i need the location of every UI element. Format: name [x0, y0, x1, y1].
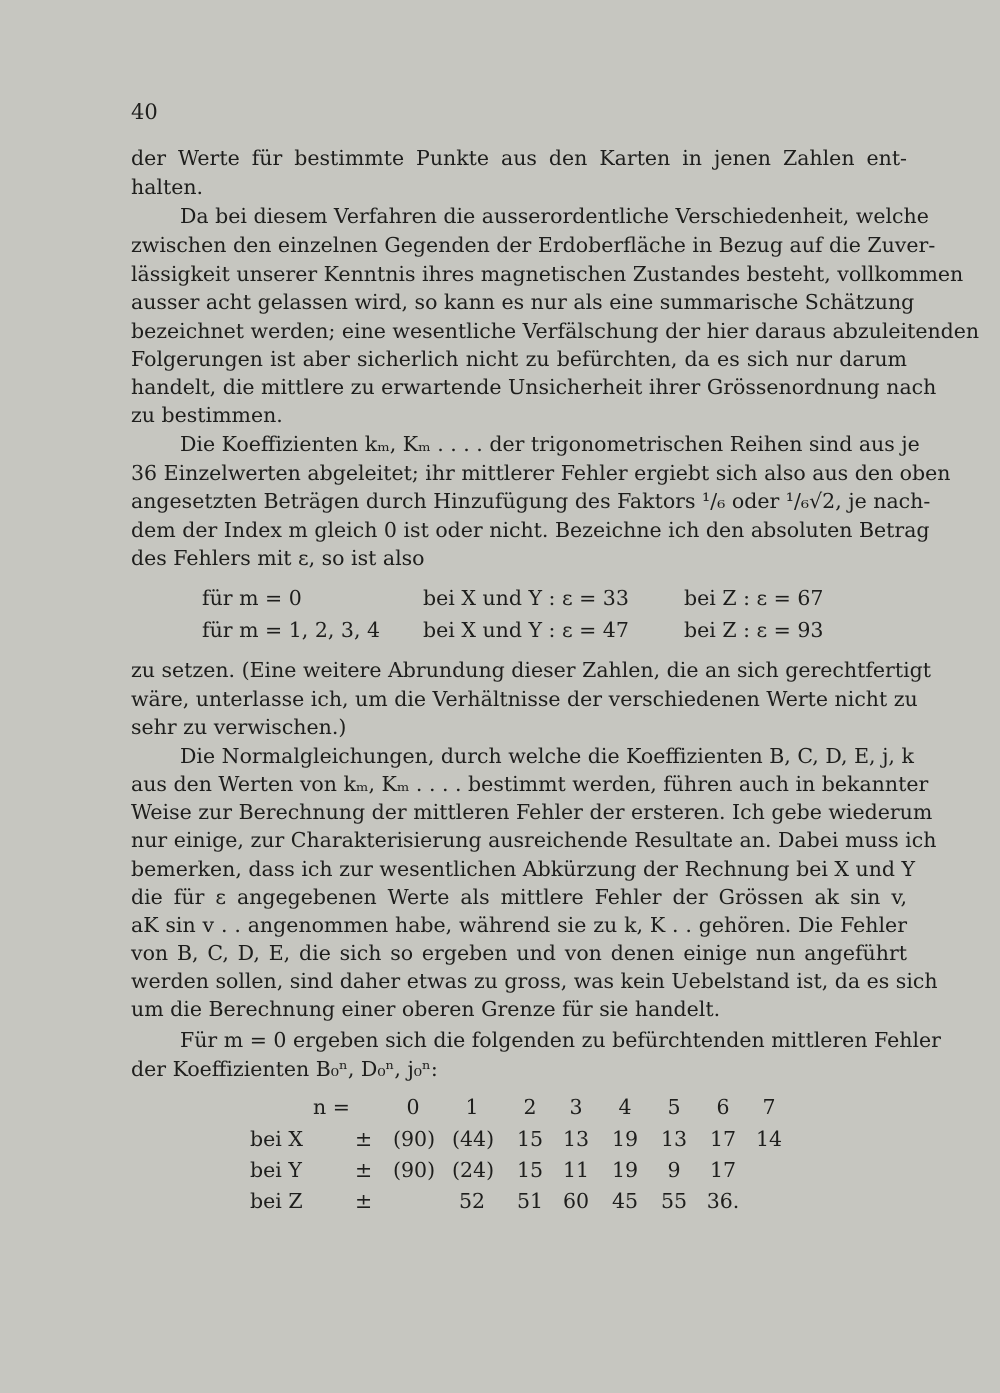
- table-cell: 11: [562, 1158, 590, 1182]
- text-line: zwischen den einzelnen Gegenden der Erdoberfläche in Bezug auf die Zuver-: [131, 233, 936, 257]
- table-cell: 60: [562, 1189, 590, 1213]
- text-line: aK sin v . . angenommen habe, während sie zu k, K . . gehören. Die Fehler: [131, 913, 907, 937]
- text-line: halten.: [131, 175, 204, 199]
- table-cell: 36.: [706, 1189, 740, 1213]
- table-row-label: bei X: [250, 1127, 303, 1151]
- table-cell: 17: [709, 1127, 737, 1151]
- table-header-cell: 2: [523, 1095, 537, 1119]
- table-header-cell: 1: [465, 1095, 479, 1119]
- table-cell: 9: [667, 1158, 681, 1182]
- table-cell: 17: [709, 1158, 737, 1182]
- text-line: werden sollen, sind daher etwas zu gross, was kein Uebelstand ist, da es sich: [131, 969, 938, 993]
- text-line: zu bestimmen.: [131, 403, 283, 427]
- table-header-cell: 0: [406, 1095, 420, 1119]
- text-line: des Fehlers mit ε, so ist also: [131, 546, 425, 570]
- table-cell: 55: [660, 1189, 688, 1213]
- equation-cell: für m = 0: [202, 586, 302, 610]
- text-line: Die Koeffizienten kₘ, Kₘ . . . . der trigonometrischen Reihen sind aus je: [180, 432, 920, 456]
- text-line: lässigkeit unserer Kenntnis ihres magnetischen Zustandes besteht, vollkommen: [131, 262, 964, 286]
- text-line: Für m = 0 ergeben sich die folgenden zu befürchtenden mittleren Fehler: [180, 1028, 941, 1052]
- table-cell: (90): [393, 1127, 436, 1151]
- text-line: bezeichnet werden; eine wesentliche Verfälschung der hier daraus abzuleitenden: [131, 319, 980, 343]
- text-line: Weise zur Berechnung der mittleren Fehler der ersteren. Ich gebe wiederum: [131, 800, 933, 824]
- text-line: der Werte für bestimmte Punkte aus den Karten in jenen Zahlen ent-: [131, 146, 907, 170]
- table-n-label: n =: [313, 1095, 350, 1119]
- plus-minus: ±: [355, 1158, 373, 1182]
- equation-cell: bei X und Y : ε = 47: [423, 618, 629, 642]
- table-header-cell: 3: [569, 1095, 583, 1119]
- table-header-cell: 5: [667, 1095, 681, 1119]
- equation-cell: bei Z : ε = 93: [684, 618, 824, 642]
- text-line: wäre, unterlasse ich, um die Verhältnisse der verschiedenen Werte nicht zu: [131, 687, 918, 711]
- text-line: die für ε angegebenen Werte als mittlere Fehler der Grössen ak sin v,: [131, 885, 907, 909]
- table-cell: 45: [611, 1189, 639, 1213]
- text-line: der Koeffizienten B₀ⁿ, D₀ⁿ, j₀ⁿ:: [131, 1057, 438, 1081]
- table-header-cell: 6: [716, 1095, 730, 1119]
- text-line: zu setzen. (Eine weitere Abrundung dieser Zahlen, die an sich gerechtfertigt: [131, 658, 932, 682]
- text-line: aus den Werten von kₘ, Kₘ . . . . bestimmt werden, führen auch in bekannter: [131, 772, 929, 796]
- table-cell: 19: [611, 1158, 639, 1182]
- text-line: sehr zu verwischen.): [131, 715, 347, 739]
- text-line: um die Berechnung einer oberen Grenze für sie handelt.: [131, 997, 721, 1021]
- text-line: bemerken, dass ich zur wesentlichen Abkürzung der Rechnung bei X und Y: [131, 857, 916, 881]
- table-row-label: bei Z: [250, 1189, 303, 1213]
- text-line: von B, C, D, E, die sich so ergeben und von denen einige nun angeführt: [131, 941, 907, 965]
- table-cell: (44): [452, 1127, 495, 1151]
- table-cell: (24): [452, 1158, 495, 1182]
- table-cell: 13: [660, 1127, 688, 1151]
- text-line: dem der Index m gleich 0 ist oder nicht. Bezeichne ich den absoluten Betrag: [131, 518, 930, 542]
- text-line: ausser acht gelassen wird, so kann es nur als eine summarische Schätzung: [131, 290, 915, 314]
- text-line: nur einige, zur Charakterisierung ausreichende Resultate an. Dabei muss ich: [131, 828, 937, 852]
- text-line: Die Normalgleichungen, durch welche die Koeffizienten B, C, D, E, j, k: [180, 744, 914, 768]
- page-number: 40: [131, 100, 158, 124]
- equation-cell: bei X und Y : ε = 33: [423, 586, 629, 610]
- table-cell: 15: [516, 1158, 544, 1182]
- equation-cell: für m = 1, 2, 3, 4: [202, 618, 381, 642]
- text-line: Da bei diesem Verfahren die ausserordentliche Verschiedenheit, welche: [180, 204, 929, 228]
- table-header-cell: 7: [762, 1095, 776, 1119]
- plus-minus: ±: [355, 1189, 373, 1213]
- table-cell: 15: [516, 1127, 544, 1151]
- table-header-cell: 4: [618, 1095, 632, 1119]
- text-line: 36 Einzelwerten abgeleitet; ihr mittlerer Fehler ergiebt sich also aus den oben: [131, 461, 951, 485]
- text-line: handelt, die mittlere zu erwartende Unsicherheit ihrer Grössenordnung nach: [131, 375, 937, 399]
- text-line: angesetzten Beträgen durch Hinzufügung des Faktors ¹/₆ oder ¹/₆√2, je nach-: [131, 489, 931, 513]
- table-cell: 52: [458, 1189, 486, 1213]
- table-cell: 13: [562, 1127, 590, 1151]
- table-cell: 51: [516, 1189, 544, 1213]
- equation-cell: bei Z : ε = 67: [684, 586, 824, 610]
- table-cell: (90): [393, 1158, 436, 1182]
- table-cell: 14: [755, 1127, 783, 1151]
- plus-minus: ±: [355, 1127, 373, 1151]
- table-row-label: bei Y: [250, 1158, 302, 1182]
- text-line: Folgerungen ist aber sicherlich nicht zu befürchten, da es sich nur darum: [131, 347, 907, 371]
- table-cell: 19: [611, 1127, 639, 1151]
